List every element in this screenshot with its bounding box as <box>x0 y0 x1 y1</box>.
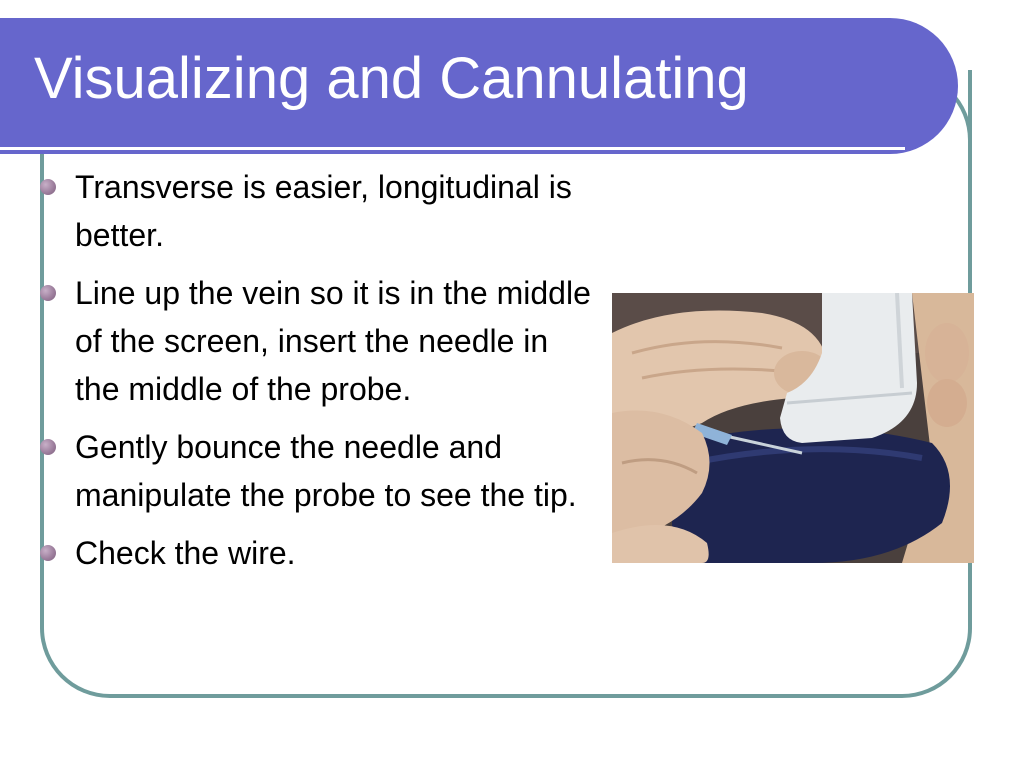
bullet-text: Gently bounce the needle and manipulate the probe to see the tip. <box>75 429 577 513</box>
bullet-item <box>40 423 600 519</box>
bullet-item <box>40 529 600 577</box>
slide-title: Visualizing and Cannulating <box>34 46 749 111</box>
bullet-text: Transverse is easier, longitudinal is better. <box>75 169 572 253</box>
bullet-dot-icon <box>40 545 56 561</box>
bullet-item <box>40 269 600 413</box>
ultrasound-cannulation-photo <box>612 293 974 563</box>
bullet-text: Check the wire. <box>75 535 296 571</box>
bullet-dot-icon <box>40 439 56 455</box>
photo-illustration <box>612 293 974 563</box>
bullet-item <box>40 163 600 259</box>
bullet-text: Line up the vein so it is in the middle of the screen, insert the needle in the middle of the probe. <box>75 275 591 407</box>
bullet-dot-icon <box>40 285 56 301</box>
bullet-list <box>40 163 600 587</box>
bullet-dot-icon <box>40 179 56 195</box>
title-rule <box>0 147 905 150</box>
